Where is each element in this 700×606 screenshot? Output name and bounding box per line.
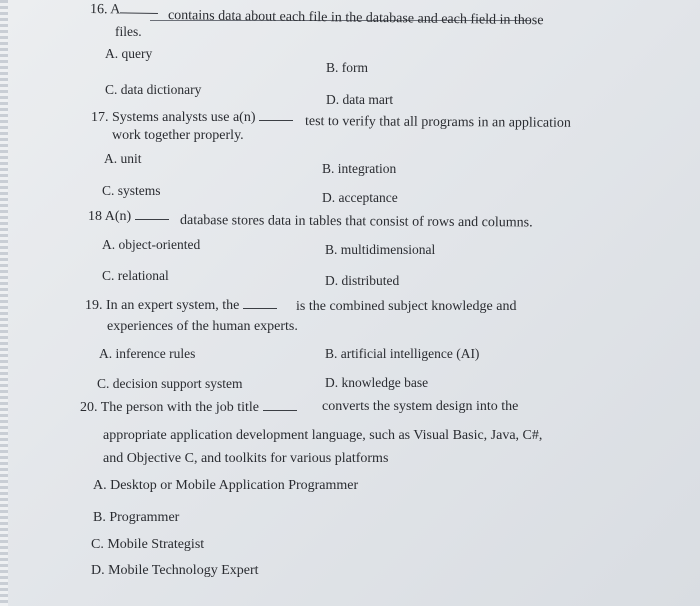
q20-blank xyxy=(263,409,297,411)
q20-stem-cont-2: and Objective C, and toolkits for various platforms xyxy=(103,451,389,466)
q17-blank xyxy=(259,119,293,121)
q19-number: 19. In an expert system, the xyxy=(85,298,277,314)
q16-option-c: C. data dictionary xyxy=(105,82,202,97)
q17-option-b: B. integration xyxy=(322,161,397,176)
q18-option-c: C. relational xyxy=(102,268,169,283)
q20-option-c: C. Mobile Strategist xyxy=(91,537,205,552)
q17-option-c: C. systems xyxy=(102,183,161,198)
q19-stem-cont: experiences of the human experts. xyxy=(107,319,298,334)
q17-number: 17. Systems analysts use a(n) xyxy=(91,110,293,126)
q17-stem: test to verify that all programs in an application xyxy=(304,114,571,131)
q17-stem-cont: work together properly. xyxy=(112,128,244,143)
q20-stem: converts the system design into the xyxy=(322,399,519,414)
q19-blank xyxy=(243,307,277,309)
q18-blank xyxy=(135,218,169,220)
q17-option-d: D. acceptance xyxy=(322,190,398,205)
q20-stem-cont-1: appropriate application development language, such as Visual Basic, Java, C#, xyxy=(103,428,543,443)
q19-option-a: A. inference rules xyxy=(99,346,196,361)
q20-option-b: B. Programmer xyxy=(93,510,180,525)
q20-option-a: A. Desktop or Mobile Application Programmer xyxy=(93,478,359,493)
q18-option-a: A. object-oriented xyxy=(102,237,201,252)
q19-option-c: C. decision support system xyxy=(97,376,243,391)
q19-stem: is the combined subject knowledge and xyxy=(296,299,517,314)
q18-option-b: B. multidimensional xyxy=(325,242,436,257)
q16-option-a: A. query xyxy=(105,46,153,61)
q16-stem: contains data about each file in the database and each field in those xyxy=(167,8,544,29)
q16-number: 16. A xyxy=(90,2,159,19)
page-edge xyxy=(0,0,8,606)
q18-number: 18 A(n) xyxy=(88,209,169,225)
q17-option-a: A. unit xyxy=(104,151,142,166)
q16-option-d: D. data mart xyxy=(326,92,394,107)
q19-option-d: D. knowledge base xyxy=(325,375,429,390)
q16-option-b: B. form xyxy=(326,60,368,75)
q20-number: 20. The person with the job title xyxy=(80,400,297,416)
q19-option-b: B. artificial intelligence (AI) xyxy=(325,346,480,361)
q18-option-d: D. distributed xyxy=(325,273,400,288)
q16-blank xyxy=(120,11,158,14)
q16-stem-cont: files. xyxy=(115,24,142,39)
q18-stem: database stores data in tables that consist of rows and columns. xyxy=(179,213,533,231)
q20-option-d: D. Mobile Technology Expert xyxy=(91,563,259,578)
